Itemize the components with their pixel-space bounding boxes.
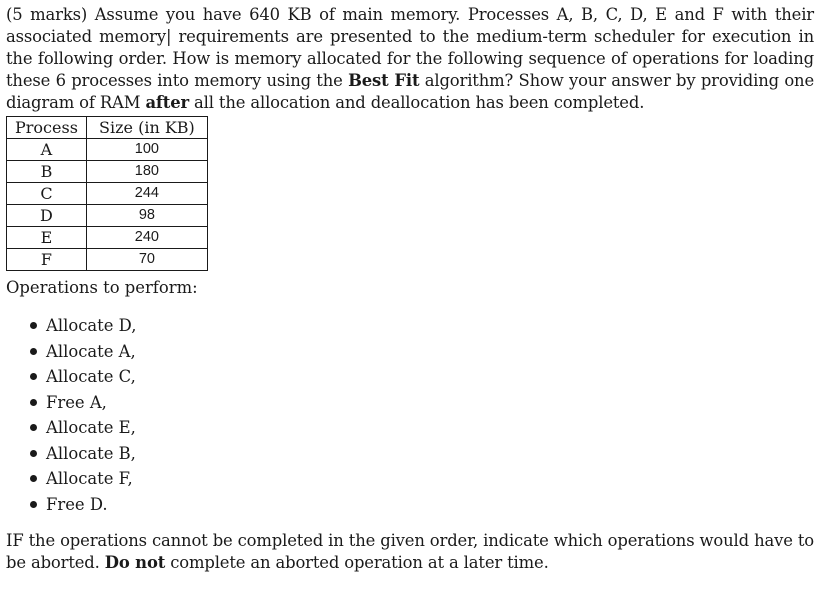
after-emphasis: after bbox=[145, 93, 189, 112]
operations-list bbox=[6, 313, 814, 517]
table-header-row bbox=[7, 117, 208, 139]
process-size: 100 bbox=[86, 139, 207, 161]
operation-text: Allocate F, bbox=[46, 469, 133, 488]
operation-text: Allocate E, bbox=[46, 418, 136, 437]
process-name: D bbox=[7, 205, 87, 227]
process-size: 70 bbox=[86, 249, 207, 271]
table-row bbox=[7, 249, 208, 271]
bullet-icon bbox=[30, 450, 37, 457]
operation-text: Allocate B, bbox=[46, 443, 136, 463]
process-size: 244 bbox=[86, 183, 207, 205]
operation-text: Free A, bbox=[46, 392, 107, 412]
process-size: 98 bbox=[86, 205, 207, 227]
process-name: B bbox=[7, 161, 87, 183]
abort-text-part-1: IF the operations cannot be completed in the given order, indicate which operations would have to be aborted. bbox=[6, 531, 814, 572]
list-item bbox=[28, 364, 814, 390]
process-table bbox=[6, 116, 208, 271]
bullet-icon bbox=[30, 322, 37, 329]
bullet-icon bbox=[30, 424, 37, 431]
question-text-part-3: all the allocation and deallocation has been completed. bbox=[189, 93, 645, 112]
table-row bbox=[7, 139, 208, 161]
question-text-part-2: algorithm? Show your answer by providing one diagram of RAM bbox=[6, 71, 814, 112]
bullet-icon bbox=[30, 475, 37, 482]
operation-text: Allocate C, bbox=[46, 367, 136, 386]
process-size: 180 bbox=[86, 161, 207, 183]
list-item bbox=[28, 441, 814, 467]
operations-title: Operations to perform: bbox=[6, 278, 198, 297]
process-name: C bbox=[7, 183, 87, 205]
list-item bbox=[28, 390, 814, 416]
table-row bbox=[7, 161, 208, 183]
operation-text: Free D. bbox=[46, 494, 108, 514]
header-process: Process bbox=[7, 117, 87, 139]
bullet-icon bbox=[30, 373, 37, 380]
abort-text-part-2: complete an aborted operation at a later time. bbox=[165, 553, 549, 572]
table-row bbox=[7, 227, 208, 249]
do-not-emphasis: Do not bbox=[104, 553, 166, 572]
list-item bbox=[28, 492, 814, 518]
abort-instructions bbox=[6, 530, 814, 574]
question-document bbox=[6, 0, 814, 590]
question-text-part-1: Assume you have 640 KB of main memory. Processes A, B, C, D, E and F with their associated memory| requirements are presented to the medium-term scheduler for execution in the following order. How is memory allocated for the following sequence of operations for loading these 6 processes into memory using the bbox=[6, 5, 814, 90]
process-name: F bbox=[7, 249, 87, 271]
list-item bbox=[28, 415, 814, 441]
operation-text: Allocate A, bbox=[46, 341, 136, 361]
process-name: E bbox=[7, 227, 87, 249]
table-row bbox=[7, 183, 208, 205]
bullet-icon bbox=[30, 348, 37, 355]
algorithm-name: Best Fit bbox=[348, 71, 420, 90]
list-item bbox=[28, 313, 814, 339]
list-item bbox=[28, 339, 814, 365]
bullet-icon bbox=[30, 501, 37, 508]
table-row bbox=[7, 205, 208, 227]
bullet-icon bbox=[30, 399, 37, 406]
marks-label: (5 marks) bbox=[6, 5, 88, 24]
list-item bbox=[28, 466, 814, 492]
header-size: Size (in KB) bbox=[86, 117, 207, 139]
operation-text: Allocate D, bbox=[46, 316, 137, 335]
process-size: 240 bbox=[86, 227, 207, 249]
question-paragraph bbox=[6, 4, 814, 114]
process-name: A bbox=[7, 139, 87, 161]
